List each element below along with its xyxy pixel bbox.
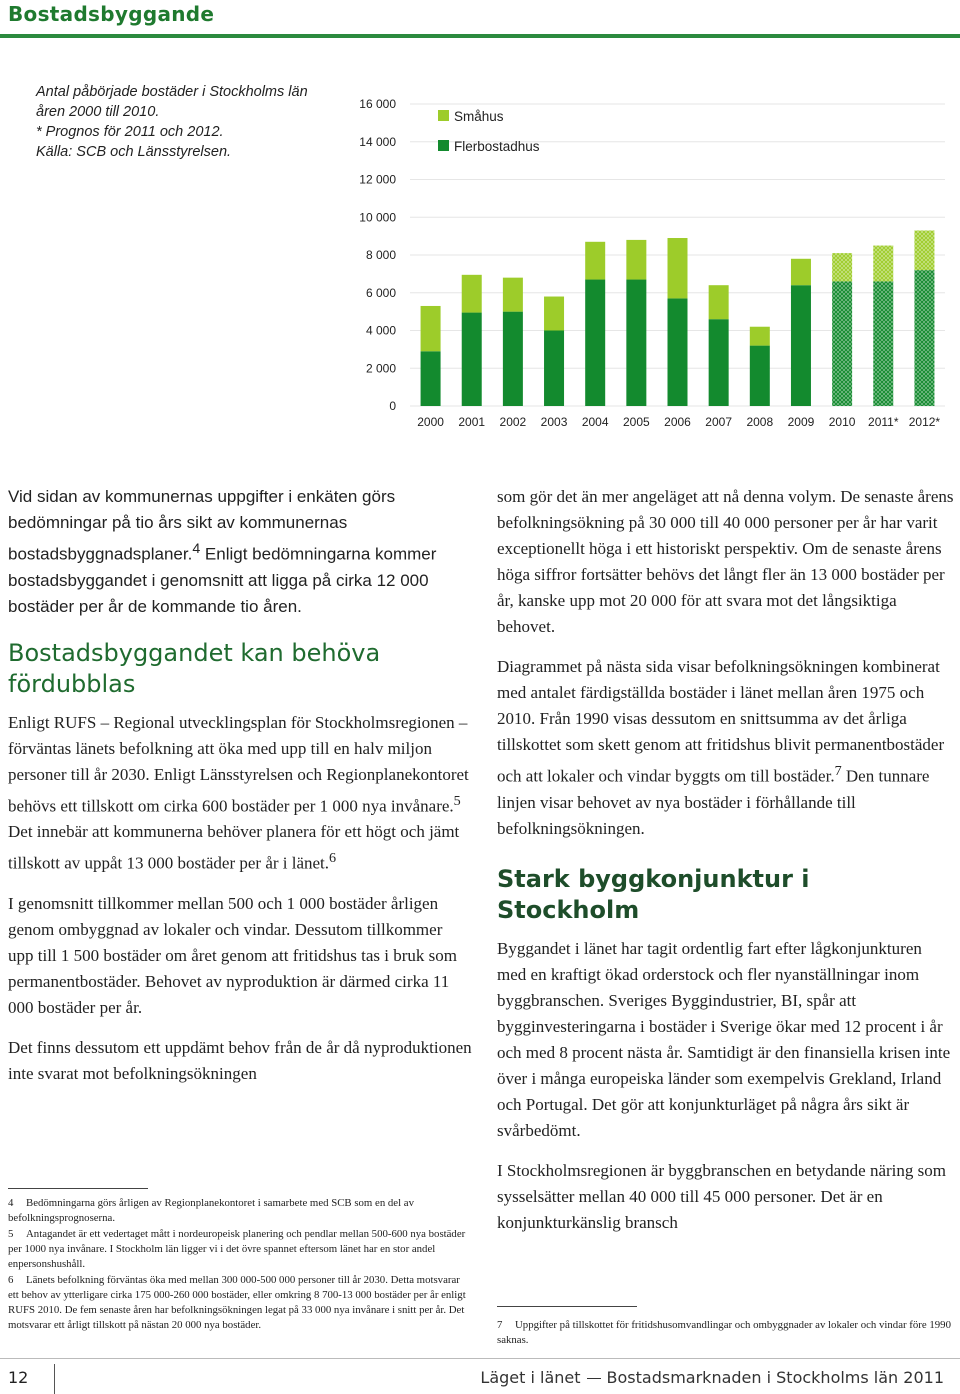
footnote-text: Länets befolkning förväntas öka med mellan 300 000-500 000 personer till år 2030. Detta motsvarar ett behov av ytterligare cirka 175 000-260 000 bostäder, eller omkring 8 700-13 000 bostäder per år enligt RUFS 2010. De fem senaste åren har befolkningsökningen legat på 33 000 nya invånare i snitt per år. Det motsvarar ett årligt tillskott på nästan 20 000 nya bostäder. bbox=[8, 1274, 466, 1331]
footnote-number: 5 bbox=[8, 1228, 14, 1240]
legend-label: Flerbostadhus bbox=[454, 139, 540, 154]
bar-smahus-2007 bbox=[709, 285, 729, 319]
y-tick-label: 0 bbox=[389, 399, 396, 413]
footnote bbox=[8, 1273, 468, 1333]
paragraph-text: Det innebär att kommunerna behöver planera för ett högt och jämt tillskott av uppåt 13 000 bostäder per år i länet. bbox=[8, 822, 460, 873]
paragraph bbox=[497, 654, 955, 842]
x-tick-label: 2009 bbox=[787, 415, 815, 429]
footnote-rule bbox=[497, 1306, 637, 1307]
footnote-rule bbox=[8, 1188, 148, 1189]
y-axis-ticks bbox=[359, 97, 396, 413]
y-tick-label: 2 000 bbox=[365, 361, 396, 376]
legend-swatch bbox=[438, 110, 449, 121]
paragraph: I Stockholmsregionen är byggbranschen en betydande näring som sysselsätter mellan 40 000 till 45 000 personer. Det är en konjunkturkänslig bransch bbox=[497, 1160, 946, 1232]
bar-flerbostadshus-2006 bbox=[668, 298, 688, 406]
x-tick-label: 2012* bbox=[908, 415, 941, 429]
y-tick-label: 8 000 bbox=[365, 248, 396, 262]
bar-smahus-2002 bbox=[503, 278, 523, 312]
footnote-text: Antagandet är ett vedertaget mått i nordeuropeisk planering och pendlar mellan 500-600 nya bostäder per 1000 nya invånare. I Stockholm län ligger vi i det övre spannet eftersom länet har en stor andel enpersonshushåll. bbox=[8, 1228, 466, 1270]
footer-divider bbox=[54, 1364, 55, 1394]
intro-text: Vid sidan av kommunernas uppgifter i enkäten görs bedömningar på tio års sikt av kommunernas bostadsbyggnadsplaner. bbox=[8, 487, 396, 564]
bar-flerbostadshus-2004 bbox=[585, 280, 605, 406]
bar-smahus-2006 bbox=[668, 238, 688, 298]
bar-smahus-2005 bbox=[626, 240, 646, 280]
footer-label bbox=[480, 1368, 944, 1387]
x-axis-ticks bbox=[417, 415, 940, 429]
page-number: 12 bbox=[8, 1368, 29, 1387]
x-tick-label: 2011* bbox=[868, 415, 899, 429]
x-tick-label: 2005 bbox=[622, 415, 650, 429]
bar-flerbostadshus-2011-forecast bbox=[873, 281, 893, 406]
caption-line: Antal påbörjade bostäder i Stockholms län bbox=[36, 84, 308, 100]
x-tick-label: 2006 bbox=[664, 415, 691, 429]
footnote-ref: 6 bbox=[329, 850, 337, 867]
chart-caption bbox=[36, 82, 326, 162]
intro-paragraph bbox=[8, 484, 472, 620]
x-tick-label: 2002 bbox=[499, 415, 527, 429]
left-column bbox=[8, 484, 472, 1101]
y-tick-label: 16 000 bbox=[359, 97, 396, 111]
bar-smahus-2012-forecast bbox=[914, 230, 934, 270]
bar-flerbostadshus-2010 bbox=[832, 281, 852, 406]
bar-smahus-2010 bbox=[832, 253, 852, 281]
footer-rule bbox=[0, 1358, 960, 1359]
paragraph-text: Diagrammet på nästa sida visar befolkningsökningen kombinerat med antalet färdigställda bostäder i länet mellan åren 1975 och 2010. Från 1990 visas dessutom en snittsumma av det årliga tillskottet som skett genom att fritidshus blivit permanentbostäder och att lokaler och vindar byggts om till bostäder. bbox=[497, 657, 945, 786]
bar-flerbostadshus-2003 bbox=[544, 331, 564, 407]
paragraph: Byggandet i länet har tagit ordentlig fart efter lågkonjunkturen med en kraftigt ökad orderstock och fler nyanställningar inom byggbranschen. Sveriges Byggindustrier, BI, spår att bygginvesteringarna i bostäder i Sverige ökar med 12 procent i år och med 8 procent nästa år. Samtidigt är den finansiella krisen inte över i många europeiska länder som exempelvis Grekland, Irland och Portugal. Det gör att konjunkturläget på några års sikt är svårbedömt. bbox=[497, 938, 951, 1140]
y-tick-label: 12 000 bbox=[359, 172, 396, 187]
bar-flerbostadshus-2008 bbox=[750, 346, 770, 406]
footnote-ref: 5 bbox=[453, 792, 461, 809]
section-heading: Stark byggkonjunktur i Stockholm bbox=[497, 864, 810, 924]
x-tick-label: 2000 bbox=[417, 415, 444, 429]
x-tick-label: 2007 bbox=[705, 415, 733, 429]
footnote bbox=[8, 1196, 468, 1226]
footnote bbox=[8, 1227, 468, 1272]
legend-label: Småhus bbox=[454, 109, 504, 124]
bar-flerbostadshus-2012-forecast bbox=[914, 270, 934, 406]
paragraph: I genomsnitt tillkommer mellan 500 och 1 000 bostäder årligen genom ombyggnad av lokaler och vindar. Dessutom tillkommer upp till 1 500 bostäder om året genom att fritidshus tas i bruk som permanentbostäder. Behovet av nyproduktion är därmed cirka 11 000 bostäder per år. bbox=[8, 893, 458, 1017]
caption-line: * Prognos för 2011 och 2012. bbox=[36, 124, 224, 140]
footnote-text: Uppgifter på tillskottet för fritidshusomvandlingar och ombyggnader av lokaler och vindar före 1990 saknas. bbox=[497, 1319, 951, 1346]
footnotes-left bbox=[8, 1196, 468, 1334]
x-tick-label: 2001 bbox=[458, 415, 486, 429]
y-tick-label: 6 000 bbox=[365, 285, 396, 300]
paragraph bbox=[8, 710, 472, 877]
chart-legend bbox=[438, 109, 540, 154]
footer-right-label: Bostadsmarknaden i Stockholms län 2011 bbox=[606, 1368, 944, 1387]
bar-smahus-2011-forecast bbox=[873, 246, 893, 282]
legend-swatch bbox=[438, 140, 449, 151]
chart-svg bbox=[330, 88, 950, 438]
bar-flerbostadshus-2000 bbox=[421, 351, 441, 406]
x-tick-label: 2008 bbox=[746, 415, 774, 429]
right-column bbox=[497, 484, 955, 1250]
x-tick-label: 2003 bbox=[540, 415, 568, 429]
y-tick-label: 10 000 bbox=[359, 210, 396, 225]
bar-smahus-2004 bbox=[585, 242, 605, 280]
footer-left-label: Läget i länet bbox=[480, 1368, 581, 1387]
paragraph: Det finns dessutom ett uppdämt behov från de år då nyproduktionen inte svarat mot befolkningsökningen bbox=[8, 1037, 472, 1083]
bar-smahus-2001 bbox=[462, 275, 482, 313]
y-tick-label: 14 000 bbox=[359, 134, 396, 149]
section-heading: Bostadsbyggandet kan behöva fördubblas bbox=[8, 638, 381, 698]
footnote-number: 4 bbox=[8, 1197, 14, 1209]
x-tick-label: 2004 bbox=[581, 415, 609, 429]
section-title: Bostadsbyggande bbox=[8, 2, 215, 26]
footer-dash bbox=[587, 1378, 601, 1379]
caption-line: Källa: SCB och Länsstyrelsen. bbox=[36, 144, 232, 160]
bar-smahus-2008 bbox=[750, 327, 770, 346]
paragraph-text: Den tunnare linjen visar behovet av nya bostäder i förhållande till befolkningsökningen. bbox=[497, 766, 930, 838]
bar-smahus-2000 bbox=[421, 306, 441, 351]
footnote-text: Bedömningarna görs årligen av Regionplanekontoret i samarbete med SCB som en del av befolkningsprognoserna. bbox=[8, 1197, 414, 1224]
footnote-number: 7 bbox=[497, 1319, 503, 1331]
bar-flerbostadshus-2002 bbox=[503, 312, 523, 406]
paragraph: som gör det än mer angeläget att nå denna volym. De senaste årens befolkningsökning på 30 000 till 40 000 personer per år har varit exceptionellt höga i ett historiskt perspektiv. Om de senaste årens höga siffror fortsätter behövs det långt fler än 13 000 bostäder per år, kanske upp mot 20 000 för att svara mot det långsiktiga behovet. bbox=[497, 487, 954, 636]
footnotes-right bbox=[497, 1318, 952, 1349]
bar-flerbostadshus-2001 bbox=[462, 313, 482, 406]
paragraph-text: Enligt RUFS – Regional utvecklingsplan för Stockholmsregionen – förväntas länets befolkning att öka med upp till en halv miljon personer till år 2030. Enligt Länsstyrelsen och Regionplanekontoret behövs ett tillskott om cirka 600 bostäder per 1 000 nya invånare. bbox=[8, 712, 469, 816]
bar-smahus-2009 bbox=[791, 259, 811, 285]
footnote bbox=[497, 1318, 952, 1348]
caption-line: åren 2000 till 2010. bbox=[36, 104, 160, 120]
footnote-ref: 7 bbox=[834, 763, 842, 779]
page-header bbox=[0, 0, 960, 30]
bar-flerbostadshus-2007 bbox=[709, 319, 729, 406]
bar-flerbostadshus-2005 bbox=[626, 280, 646, 406]
intro-text-cont: Enligt bedömningarna kommer bostadsbyggandet i genomsnitt att ligga på cirka 12 000 bostäder per år de kommande tio åren. bbox=[8, 544, 437, 616]
chart-bars bbox=[421, 230, 935, 406]
header-rule bbox=[0, 34, 960, 38]
x-tick-label: 2010 bbox=[828, 415, 856, 429]
footnote-ref: 4 bbox=[192, 541, 201, 557]
bar-flerbostadshus-2009 bbox=[791, 285, 811, 406]
footnote-number: 6 bbox=[8, 1274, 14, 1286]
y-tick-label: 4 000 bbox=[365, 323, 396, 338]
bar-chart bbox=[330, 88, 950, 448]
bar-smahus-2003 bbox=[544, 297, 564, 331]
